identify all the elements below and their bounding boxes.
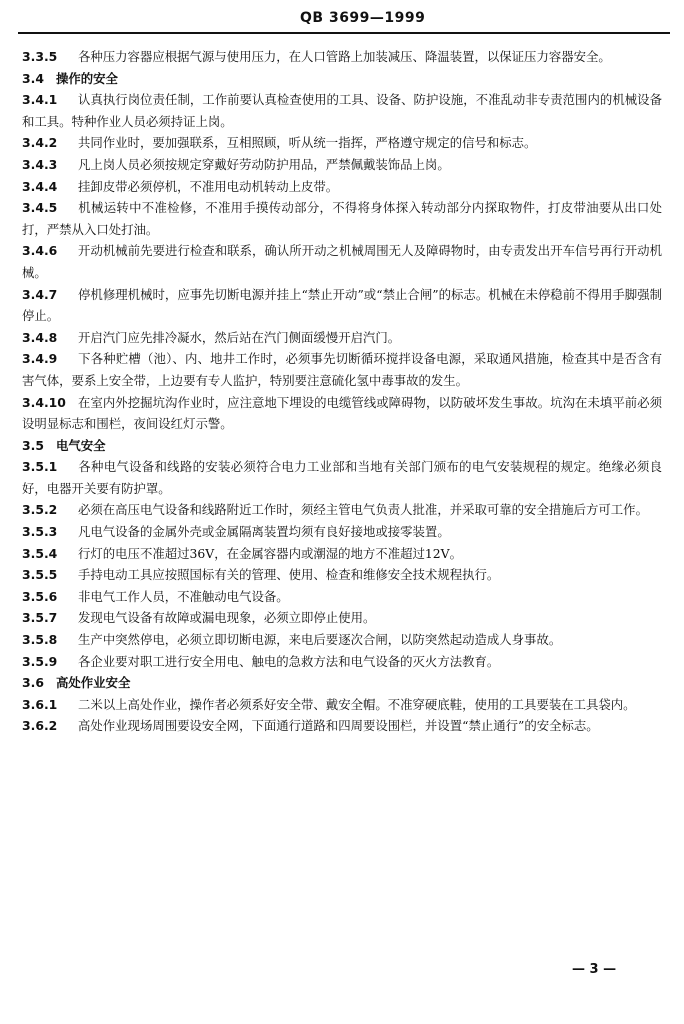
clause-text: 非电气工作人员，不准触动电气设备。 [78, 588, 289, 604]
clause-number: 3.5.5 [22, 567, 58, 583]
clause-text: 各种压力容器应根据气源与使用压力，在人口管路上加装减压、降温装置，以保证压力容器安全。 [78, 49, 611, 64]
clause-text: 共同作业时，要加强联系，互相照顾，听从统一指挥，严格遵守规定的信号和标志。 [78, 135, 537, 151]
page-number: — 3 — [572, 962, 617, 977]
clause-number: 3.5.6 [22, 588, 58, 604]
clause-text: 必须在高压电气设备和线路附近工作时，须经主管电气负责人批准，并采取可靠的安全措施后方可工作。 [78, 502, 648, 518]
header-rule [18, 32, 670, 34]
clause-number: 3.5 [22, 437, 44, 453]
clause-text: 机械运转中不准检修，不准用手摸传动部分，不得将身体探入转动部分内探取物件，打皮带油要从出口处打，严禁从入口处打油。 [22, 200, 662, 237]
clause-text: 手持电动工具应按照国标有关的管理、使用、检查和维修安全技术规程执行。 [78, 567, 500, 583]
clause-paragraph [22, 629, 662, 651]
clause-paragraph [22, 348, 662, 391]
clause-text: 在室内外挖掘坑沟作业时，应注意地下埋设的电缆管线或障碍物，以防破坏发生事故。坑沟在未填平前必须设明显标志和围栏，夜间设红灯示警。 [22, 394, 662, 432]
clause-text: 凡上岗人员必须按规定穿戴好劳动防护用品，严禁佩戴装饰品上岗。 [78, 156, 450, 172]
clause-paragraph [22, 284, 662, 327]
clause-text: 凡电气设备的金属外壳或金属隔离装置均须有良好接地或接零装置。 [78, 524, 450, 540]
clause-number: 3.4.4 [22, 178, 58, 194]
clause-paragraph [22, 197, 662, 240]
clause-text: 开动机械前先要进行检查和联系，确认所开动之机械周围无人及障碍物时，由专责发出开车信号再行开动机械。 [22, 243, 662, 280]
clause-text: 高处作业现场周围要设安全网，下面通行道路和四周要设围栏，并设置“禁止通行”的安全标志。 [78, 718, 599, 734]
clause-number: 3.4 [22, 70, 44, 86]
clause-text: 挂卸皮带必须停机，不准用电动机转动上皮带。 [78, 178, 339, 194]
clause-number: 3.4.9 [22, 351, 58, 367]
clause-text: 行灯的电压不准超过36V，在金属容器内或潮湿的地方不准超过12V。 [78, 545, 462, 561]
clause-paragraph [22, 392, 662, 435]
clause-paragraph [22, 651, 662, 673]
clause-number: 3.6 [22, 675, 44, 691]
clause-number: 3.4.7 [22, 286, 58, 302]
clause-number: 3.3.5 [22, 49, 58, 64]
clause-number: 3.5.8 [22, 632, 58, 648]
clause-number: 3.4.8 [22, 329, 58, 345]
clause-number: 3.6.2 [22, 718, 58, 734]
clause-text: 开启汽门应先排冷凝水，然后站在汽门侧面缓慢开启汽门。 [78, 329, 401, 345]
clause-number: 3.4.6 [22, 243, 58, 259]
clause-text: 操作的安全 [56, 70, 118, 86]
clause-text: 高处作业安全 [56, 675, 131, 691]
clause-paragraph [22, 132, 662, 154]
clause-number: 3.5.7 [22, 610, 58, 626]
clause-number: 3.6.1 [22, 696, 58, 712]
clause-text: 各企业要对职工进行安全用电、触电的急救方法和电气设备的灭火方法教育。 [78, 653, 500, 669]
clause-text: 下各种贮槽（池）、内、地井工作时，必须事先切断循环搅拌设备电源，采取通风措施，检查其中是否含有害气体，要系上安全带，上边要有专人监护，特别要注意硫化氢中毒事故的发生。 [22, 351, 662, 388]
clause-paragraph [22, 499, 662, 521]
clause-paragraph [22, 456, 662, 499]
clause-text: 生产中突然停电，必须立即切断电源，来电后要逐次合闸，以防突然起动造成人身事故。 [78, 632, 562, 648]
clause-paragraph [22, 715, 662, 737]
clause-number: 3.4.3 [22, 156, 58, 172]
clause-number: 3.4.5 [22, 200, 58, 216]
clause-number: 3.5.4 [22, 545, 58, 561]
clause-number: 3.5.9 [22, 653, 58, 669]
clause-text: 二米以上高处作业，操作者必须系好安全带、戴安全帽。不准穿硬底鞋，使用的工具要装在工具袋内。 [78, 696, 636, 712]
clause-number: 3.4.2 [22, 135, 58, 151]
clause-number: 3.4.10 [22, 394, 66, 410]
clause-paragraph [22, 694, 662, 716]
clause-paragraph [22, 176, 662, 198]
clause-paragraph [22, 154, 662, 176]
clause-number: 3.4.1 [22, 92, 58, 108]
clause-number: 3.5.1 [22, 459, 58, 475]
clause-text: 停机修理机械时，应事先切断电源并挂上“禁止开动”或“禁止合闸”的标志。机械在未停稳前不得用手脚强制停止。 [22, 286, 662, 324]
clause-paragraph [22, 521, 662, 543]
clause-text: 电气安全 [56, 437, 106, 453]
clause-text: 发现电气设备有故障或漏电现象，必须立即停止使用。 [78, 610, 376, 626]
document-body [22, 46, 662, 737]
standard-number-header: QB 3699—1999 [300, 10, 426, 26]
clause-paragraph [22, 46, 662, 68]
section-heading [22, 435, 662, 457]
clause-text: 认真执行岗位责任制，工作前要认真检查使用的工具、设备、防护设施，不准乱动非专责范围内的机械设备和工具。特种作业人员必须持证上岗。 [22, 92, 662, 129]
section-heading [22, 672, 662, 694]
clause-paragraph [22, 240, 662, 283]
clause-text: 各种电气设备和线路的安装必须符合电力工业部和当地有关部门颁布的电气安装规程的规定。绝缘必须良好，电器开关要有防护罩。 [22, 459, 662, 496]
clause-paragraph [22, 543, 662, 565]
clause-number: 3.5.2 [22, 502, 58, 518]
clause-paragraph [22, 89, 662, 132]
clause-paragraph [22, 586, 662, 608]
section-heading [22, 68, 662, 90]
clause-paragraph [22, 564, 662, 586]
clause-number: 3.5.3 [22, 524, 58, 540]
clause-paragraph [22, 607, 662, 629]
clause-paragraph [22, 327, 662, 349]
